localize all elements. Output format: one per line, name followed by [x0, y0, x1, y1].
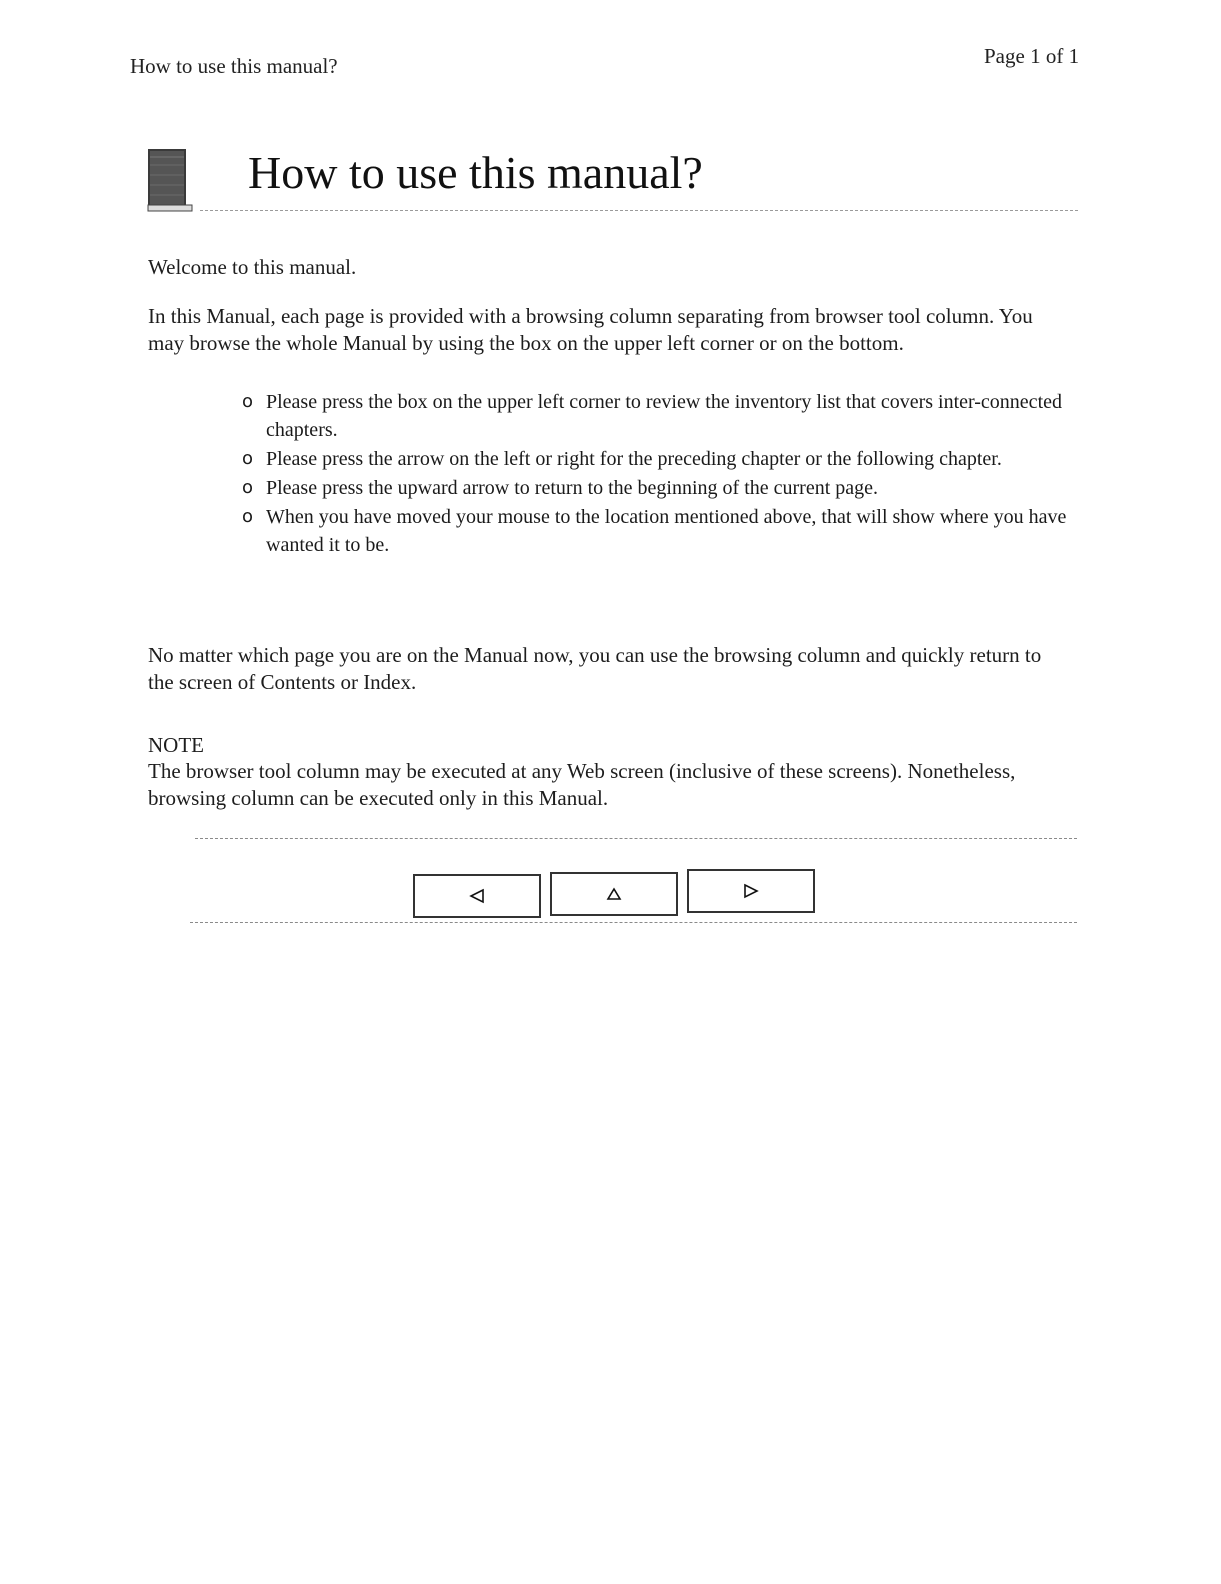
note-paragraph: The browser tool column may be executed at any Web screen (inclusive of these screens). Nonetheless, browsing column can be executed only in this Manual. — [148, 759, 1016, 810]
nav-divider-top — [195, 838, 1077, 839]
bullet-marker: o — [242, 506, 254, 527]
instruction-list — [242, 388, 1092, 560]
list-item-text: Please press the upward arrow to return to the beginning of the current page. — [266, 477, 879, 499]
browsing-paragraph: No matter which page you are on the Manual now, you can use the browsing column and quickly return to the screen of Contents or Index. — [148, 643, 1042, 694]
intro-paragraph: In this Manual, each page is provided with a browsing column separating from browser tool column. You may browse the whole Manual by using the box on the upper left corner or on the bottom. — [148, 304, 1033, 355]
previous-chapter-button[interactable] — [413, 874, 541, 918]
list-item — [242, 474, 1092, 502]
list-item-text: Please press the arrow on the left or right for the preceding chapter or the following chapter. — [266, 448, 1002, 470]
list-item — [242, 445, 1092, 473]
book-icon[interactable] — [147, 147, 193, 213]
left-arrow-icon — [469, 888, 485, 904]
page-indicator: Page 1 of 1 — [984, 44, 1080, 68]
list-item-text: When you have moved your mouse to the location mentioned above, that will show where you have wanted it to be. — [266, 506, 1067, 556]
right-arrow-icon — [743, 883, 759, 899]
list-item — [242, 388, 1092, 444]
header-title: How to use this manual? — [130, 54, 338, 78]
up-arrow-icon — [606, 887, 622, 901]
bullet-marker: o — [242, 477, 254, 498]
title-divider — [200, 210, 1078, 211]
page-title: How to use this manual? — [248, 147, 703, 198]
nav-divider-bottom — [190, 922, 1077, 923]
list-item-text: Please press the box on the upper left corner to review the inventory list that covers inter-connected chapters. — [266, 391, 1062, 441]
welcome-text: Welcome to this manual. — [148, 255, 357, 279]
note-heading: NOTE — [148, 733, 204, 757]
list-item — [242, 503, 1092, 559]
bullet-marker: o — [242, 448, 254, 469]
next-chapter-button[interactable] — [687, 869, 815, 913]
bullet-marker: o — [242, 391, 254, 412]
page-top-button[interactable] — [550, 872, 678, 916]
